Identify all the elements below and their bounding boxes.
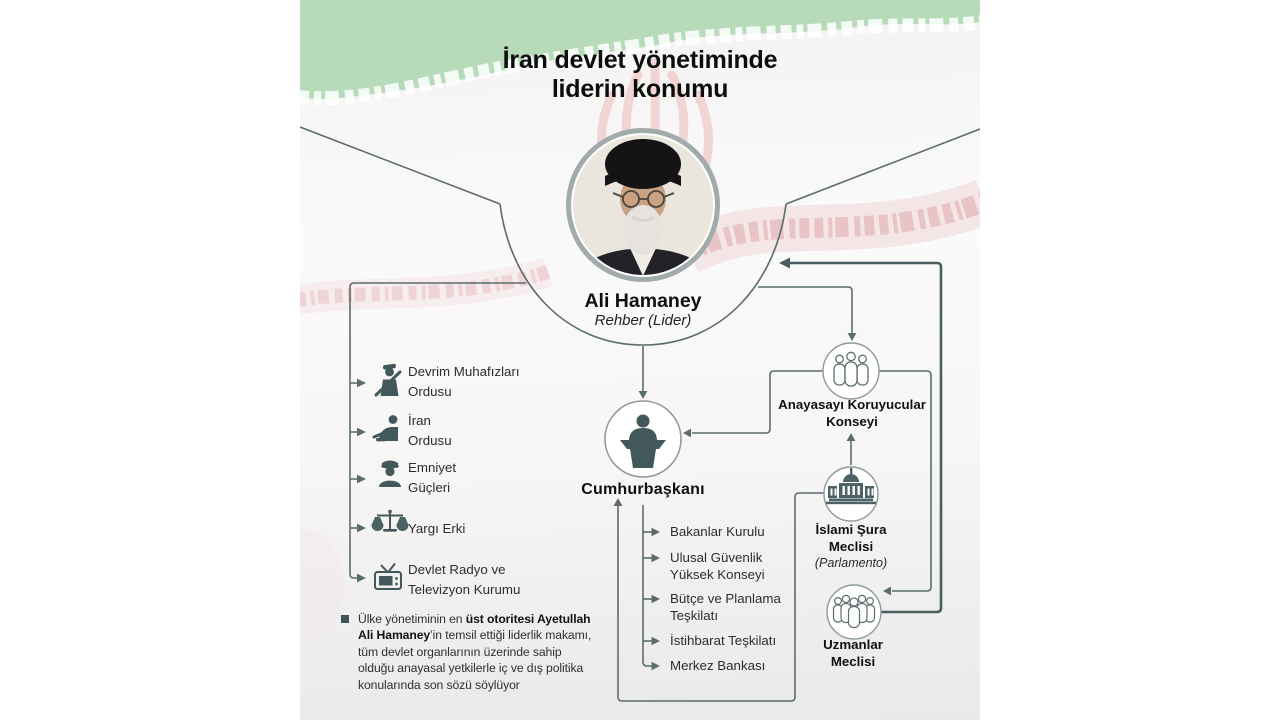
president-node (605, 401, 681, 477)
police-officer-icon (379, 461, 401, 488)
sub-item-intelligence: İstihbarat Teşkilatı (670, 633, 777, 648)
left-item-revolutionary-guard: Devrim Muhafızları Ordusu (408, 364, 520, 399)
television-icon (375, 564, 401, 590)
parliament-node (824, 467, 878, 521)
left-item-army: İran Ordusu (408, 413, 452, 448)
three-people-icon (834, 352, 868, 386)
sub-item-national-security-council: Ulusal Güvenlik Yüksek Konseyi (670, 550, 765, 582)
sub-item-central-bank: Merkez Bankası (670, 658, 766, 673)
left-item-security-forces: Emniyet Güçleri (408, 460, 457, 495)
sub-item-cabinet: Bakanlar Kurulu (670, 524, 765, 539)
leader-funnel-left-line (300, 127, 500, 204)
parliament-label: İslami Şura Meclisi (Parlamento) (751, 522, 951, 572)
leader-funnel-right-line (786, 129, 980, 204)
president-label: Cumhurbaşkanı (581, 481, 705, 498)
experts-assembly-label: Uzmanlar Meclisi (823, 637, 883, 669)
left-item-state-broadcaster: Devlet Radyo ve Televizyon Kurumu (408, 562, 521, 597)
justice-scales-icon (372, 510, 409, 532)
left-item-judiciary: Yargı Erki (408, 521, 466, 536)
square-bullet-icon (341, 615, 349, 623)
army-soldier-icon (374, 415, 398, 441)
leader-name: Ali Hamaney (584, 290, 702, 312)
title-line-2: liderin konumu (551, 75, 729, 103)
president-branch-spine (643, 505, 652, 666)
parliament-subtitle: (Parlamento) (814, 556, 888, 570)
sub-item-budget-planning: Bütçe ve Planlama Teşkilatı (670, 591, 781, 623)
page-title (300, 46, 980, 104)
footnote (341, 611, 601, 693)
leader-photo (569, 131, 718, 286)
title-line-1: İran devlet yönetiminde (502, 46, 778, 74)
guardian-council-label: Anayasayı Koruyucular Konseyi (778, 397, 926, 429)
footnote-text: Ülke yönetiminin en üst otoritesi Ayetullah Ali Hamaney’in temsil ettiği liderlik makamı, tüm devlet organlarının üzerinde sahip olduğu anayasal yetkilerle iç ve dış politika konularında son sözü söylüyor (358, 612, 592, 692)
experts-to-leader-arrowhead (779, 258, 790, 269)
leader-role: Rehber (Lider) (594, 312, 692, 329)
experts-assembly-node (827, 585, 881, 639)
guardian-council-node (823, 343, 879, 399)
revolutionary-guard-soldier-icon (376, 364, 400, 396)
